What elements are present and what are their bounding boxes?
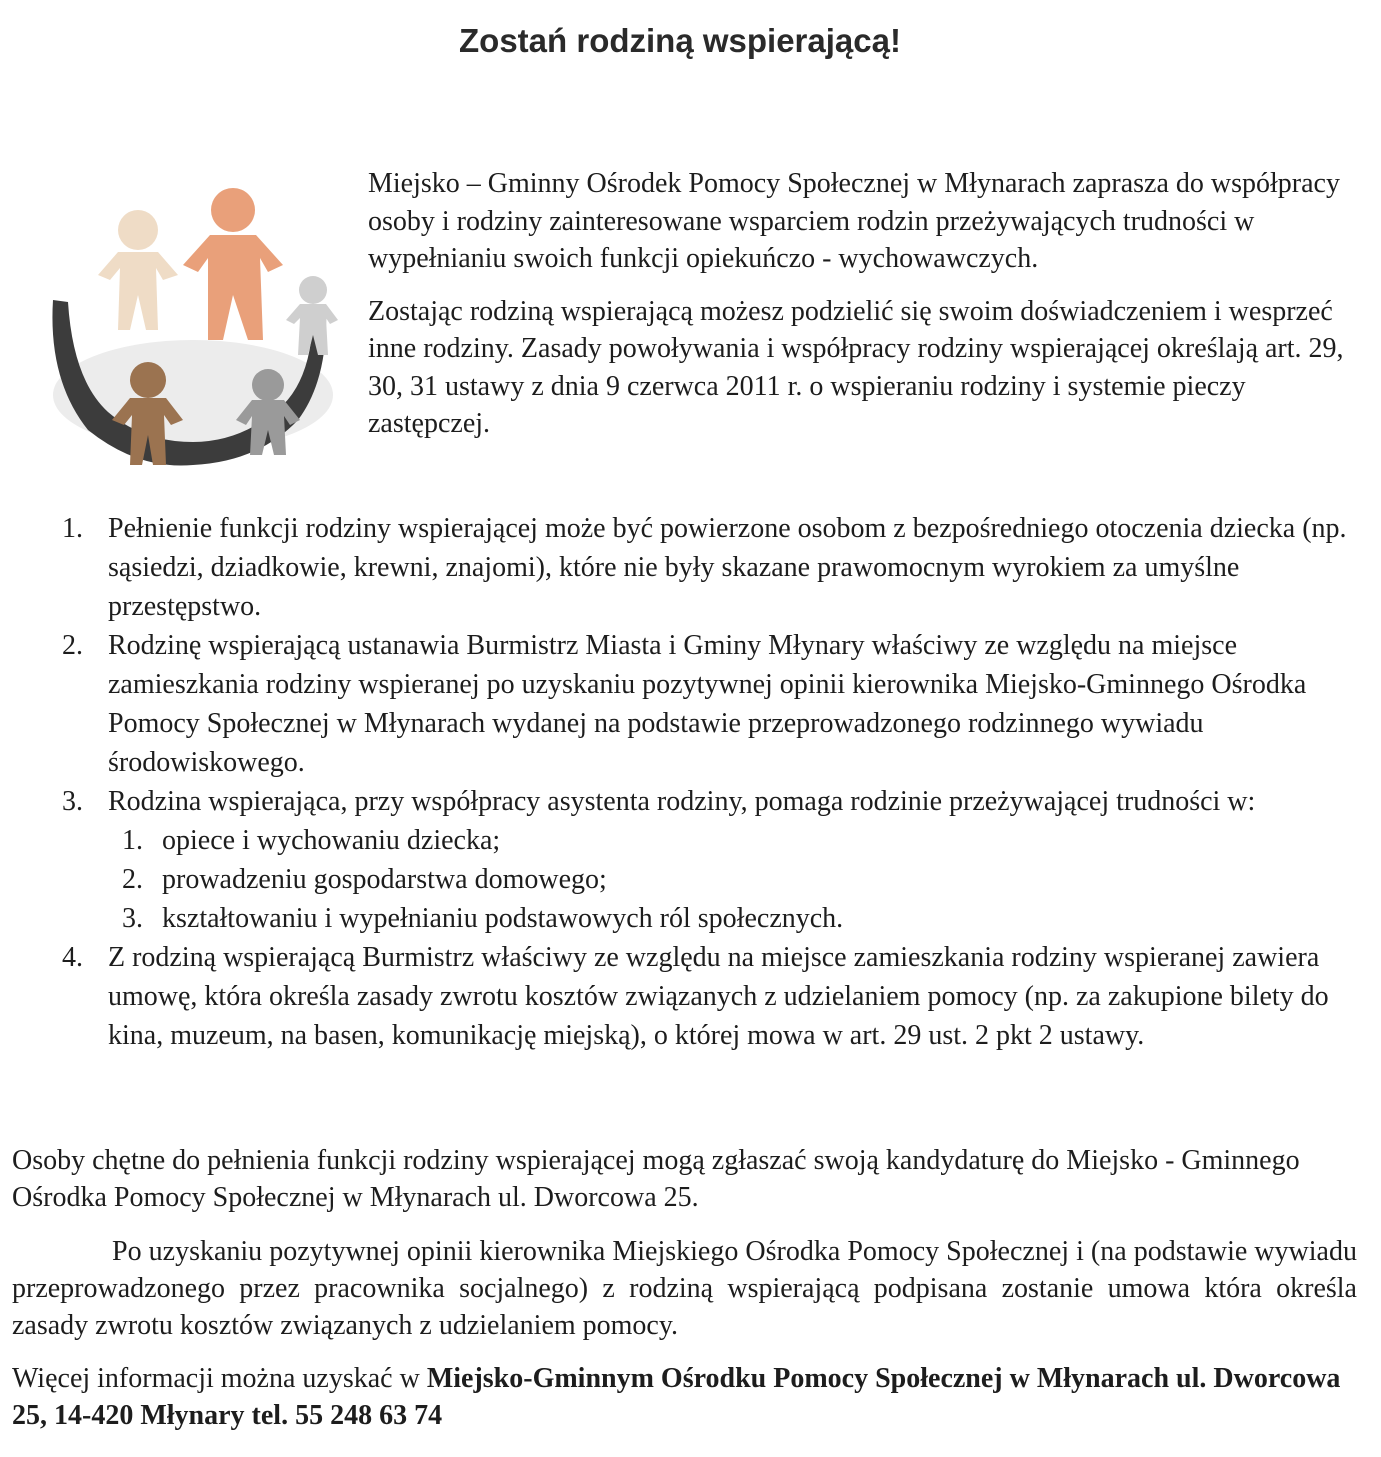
sublist-item: [122, 821, 1362, 860]
list-item-text: Rodzinę wspierającą ustanawia Burmistrz Miasta i Gminy Młynary właściwy ze względu na miejsce zamieszkania rodziny wspieranej po uzyskaniu pozytywnej opinii kierownika Miejsko-Gminnego Ośrodka Pomocy Społecznej w Młynarach wydanej na podstawie przeprowadzonego rodzinnego wywiadu środowiskowego.: [108, 630, 1307, 778]
list-number: 1.: [62, 513, 83, 544]
list-item: [62, 938, 1362, 1055]
numbered-list: [62, 509, 1362, 1055]
sublist-number: 2.: [122, 864, 143, 895]
applicants-paragraph: Osoby chętne do pełnienia funkcji rodziny wspierającej mogą zgłaszać swoją kandydaturę do Miejsko - Gminnego Ośrodka Pomocy Społecznej w Młynarach ul. Dworcowa 25.: [12, 1145, 1300, 1213]
sublist-item: [122, 899, 1362, 938]
intro-paragraph: Zostając rodziną wspierającą możesz podzielić się swoim doświadczeniem i wesprzeć inne rodziny. Zasady powoływania i współpracy rodziny wspierającej określają art. 29, 30, 31 ustawy z dnia 9 czerwca 2011 r. o wspieraniu rodziny i systemie pieczy zastępczej.: [368, 295, 1344, 439]
sublist-item-text: prowadzeniu gospodarstwa domowego;: [162, 864, 607, 895]
list-item: [62, 509, 1362, 626]
list-item-text: Pełnienie funkcji rodziny wspierającej może być powierzone osobom z bezpośredniego otoczenia dziecka (np. sąsiedzi, dziadkowie, krewni, znajomi), które nie były skazane prawomocnym wyrokiem za umyślne przestępstwo.: [108, 513, 1347, 622]
contact-paragraph: [12, 1360, 1357, 1434]
intro-paragraph: Miejsko – Gminny Ośrodek Pomocy Społecznej w Młynarach zaprasza do współpracy osoby i rodziny zainteresowane wsparciem rodzin przeżywających trudności w wypełnianiu swoich funkcji opiekuńczo - wychowawczych.: [368, 168, 1340, 274]
sublist-item-text: kształtowaniu i wypełnianiu podstawowych ról społecznych.: [162, 903, 844, 934]
agreement-paragraph: Po uzyskaniu pozytywnej opinii kierownika Miejskiego Ośrodka Pomocy Społecznej i (na podstawie wywiadu przeprowadzonego przez pracownika socjalnego) z rodziną wspierającą podpisana zostanie umowa która określa zasady zwrotu kosztów związanych z udzielaniem pomocy.: [12, 1236, 1357, 1341]
list-number: 4.: [62, 942, 83, 973]
list-number: 3.: [62, 786, 83, 817]
list-item-text: Rodzina wspierająca, przy współpracy asystenta rodziny, pomaga rodzinie przeżywającej trudności w:: [108, 786, 1256, 817]
list-item: [62, 626, 1362, 782]
intro-section: [368, 165, 1353, 458]
outro-section: [12, 1142, 1357, 1434]
sublist-number: 1.: [122, 825, 143, 856]
sublist-item-text: opiece i wychowaniu dziecka;: [162, 825, 501, 856]
contact-lead: Więcej informacji można uzyskać w: [12, 1363, 427, 1394]
contact-address: Miejsko-Gminnym Ośrodku Pomocy Społecznej w Młynarach ul. Dworcowa 25, 14-420 Młynary tel. 55 248 63 74: [12, 1363, 1341, 1431]
list-item: [62, 782, 1362, 821]
sublist-number: 3.: [122, 903, 143, 934]
page-title: Zostań rodziną wspierającą!: [459, 22, 901, 59]
list-item-text: Z rodziną wspierającą Burmistrz właściwy ze względu na miejsce zamieszkania rodziny wspieranej zawiera umowę, która określa zasady zwrotu kosztów związanych z udzielaniem pomocy (np. za zakupione bilety do kina, muzeum, na basen, komunikację miejską), o której mowa w art. 29 ust. 2 pkt 2 ustawy.: [108, 942, 1329, 1051]
paper-people-circle-image: [28, 180, 348, 480]
list-number: 2.: [62, 630, 83, 661]
sublist-item: [122, 860, 1362, 899]
